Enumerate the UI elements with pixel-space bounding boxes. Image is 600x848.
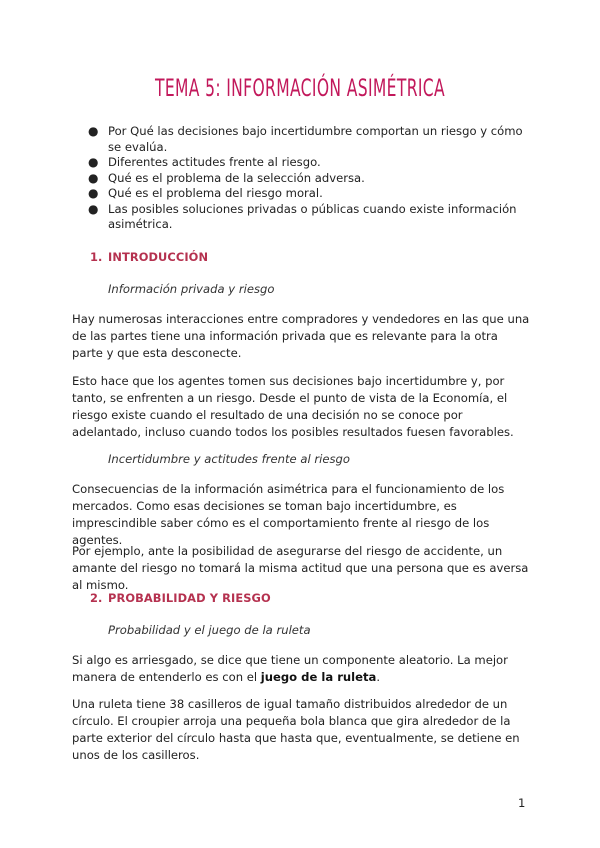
paragraph: Una ruleta tiene 38 casilleros de igual tamaño distribuidos alrededor de un círculo. El croupier arroja una pequeña bola blanca que gira alrededor de la parte exterior del círculo hasta que hasta que, eventualmente, se detiene en unos de los casilleros. xyxy=(72,697,520,762)
list-item: ● Las posibles soluciones privadas o públicas cuando existe información asimétrica. xyxy=(88,201,517,231)
section-heading-probabilidad: 2. PROBABILIDAD Y RIESGO xyxy=(90,591,271,605)
subheading: Probabilidad y el juego de la ruleta xyxy=(108,623,311,637)
page-number: 1 xyxy=(518,796,526,810)
paragraph: Por ejemplo, ante la posibilidad de asegurarse del riesgo de accidente, un amante del riesgo no tomará la misma actitud que una persona que es aversa al mismo. xyxy=(72,544,529,592)
bullet-icon: ● xyxy=(88,201,99,216)
list-item: ● Qué es el problema del riesgo moral. xyxy=(88,186,323,200)
bullet-icon: ● xyxy=(88,124,99,138)
list-item: ● Por Qué las decisiones bajo incertidumbre comportan un riesgo y cómo se evalúa. xyxy=(88,124,523,154)
bullet-icon: ● xyxy=(88,186,99,200)
list-item: ● Diferentes actitudes frente al riesgo. xyxy=(88,155,321,169)
section-heading-introduccion: 1. INTRODUCCIÓN xyxy=(90,250,209,264)
paragraph: Hay numerosas interacciones entre compradores y vendedores en las que una de las partes tiene una información privada que es relevante para la otra parte y que esta desconecte. xyxy=(72,312,530,360)
objectives-list xyxy=(88,124,528,233)
subheading: Información privada y riesgo xyxy=(108,282,275,296)
page-title: TEMA 5: INFORMACIÓN ASIMÉTRICA xyxy=(154,74,446,102)
paragraph: Esto hace que los agentes tomen sus decisiones bajo incertidumbre y, por tanto, se enfrenten a un riesgo. Desde el punto de vista de la Economía, el riesgo existe cuando el resultado de una decisión no se conoce por adelantado, incluso cuando todos los posibles resultados fuesen favorables. xyxy=(72,374,514,439)
paragraph: Consecuencias de la información asimétrica para el funcionamiento de los mercados. Como esas decisiones se toman bajo incertidumbre, es imprescindible saber cómo es el comportamiento frente al riesgo de los agentes. xyxy=(72,482,505,547)
subheading: Incertidumbre y actitudes frente al riesgo xyxy=(108,452,350,466)
paragraph: Si algo es arriesgado, se dice que tiene un componente aleatorio. La mejor manera de entenderlo es con el juego de la ruleta. xyxy=(72,653,508,684)
bullet-icon: ● xyxy=(88,170,99,185)
list-item: ● Qué es el problema de la selección adversa. xyxy=(88,170,365,185)
bold-term: juego de la ruleta xyxy=(260,670,377,684)
bullet-icon: ● xyxy=(88,155,99,169)
